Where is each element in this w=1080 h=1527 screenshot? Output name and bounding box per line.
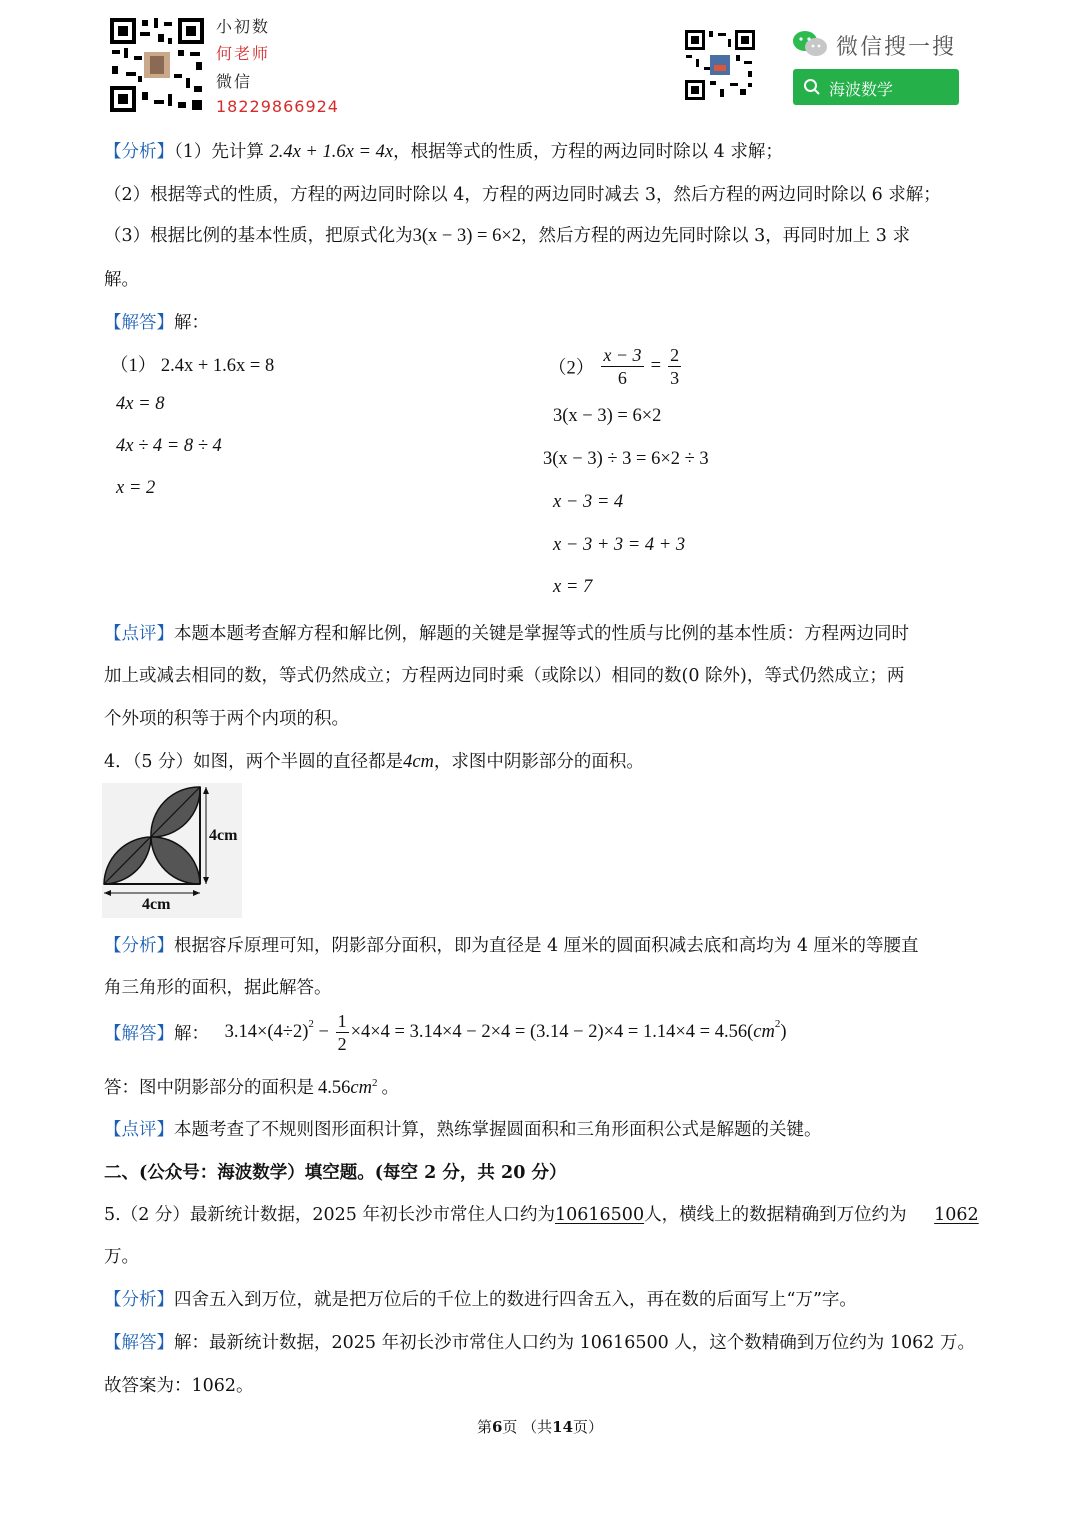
q3-left-step-4: x = 2 [116, 478, 156, 498]
analysis-tag: 【分析】 [104, 1290, 174, 1310]
answer-tag: 【解答】 [104, 1024, 174, 1044]
wechat-search-button-label: 海波数学 [829, 80, 894, 99]
q5-final: 故答案为：1062。 [104, 1376, 254, 1396]
q3-right-step-3: x − 3 = 4 [553, 492, 624, 512]
q3-right-step-1: 3(x − 3) = 6×2 [553, 406, 662, 426]
q3-right-step-2: 3(x − 3) ÷ 3 = 6×2 ÷ 3 [543, 449, 709, 469]
q3-answer-header: 【解答】解： [104, 313, 209, 333]
page-number: 6 [491, 1418, 503, 1436]
q5-question: 5.（2 分）最新统计数据，2025 年初长沙市常住人口约为10616500人，横线上的数据精确到万位约为 1062 [104, 1205, 979, 1225]
q3-comment-line-3: 个外项的积等于两个内项的积。 [104, 709, 349, 729]
contact-line-3: 微信 [216, 72, 253, 91]
comment-tag: 【点评】 [104, 624, 174, 644]
q3-analysis-line-2: （2）根据等式的性质，方程的两边同时除以 4，方程的两边同时减去 3，然后方程的两边同时除以 6 求解； [104, 185, 941, 205]
analysis-tag: 【分析】 [104, 936, 174, 956]
q4-figure [102, 783, 242, 918]
q3-left-step-2: 4x = 8 [116, 394, 165, 414]
comment-tag: 【点评】 [104, 1120, 174, 1140]
equation: 2.4x + 1.6x = 4x [269, 142, 394, 162]
search-icon [803, 78, 821, 96]
contact-phone: 18229866924 [216, 97, 339, 116]
page-total: 14 [552, 1418, 574, 1436]
q3-right-step-4: x − 3 + 3 = 4 + 3 [553, 535, 686, 555]
contact-line-2: 何老师 [216, 44, 271, 63]
fraction: $\frac{1}{2}$ [337, 1011, 347, 1054]
qr-code-icon [684, 29, 756, 101]
q5-answer: 【解答】解：最新统计数据，2025 年初长沙市常住人口约为 10616500 人，这个数精确到万位约为 1062 万。 [104, 1333, 975, 1353]
q4-analysis-line-2: 角三角形的面积，据此解答。 [104, 978, 332, 998]
q3-analysis-line-4: 解。 [104, 270, 139, 290]
q4-comment: 【点评】本题考查了不规则图形面积计算，熟练掌握圆面积和三角形面积公式是解题的关键。 [104, 1120, 822, 1140]
q3-analysis-line-1: 【分析】（1）先计算 2.4x + 1.6x = 4x，根据等式的性质，方程的两边同时除以 4 求解； [104, 142, 783, 162]
equation: 3(x − 3) = 6×2 [412, 226, 522, 246]
q4-analysis-line-1: 【分析】根据容斥原理可知，阴影部分面积，即为直径是 4 厘米的圆面积减去底和高均为 4 厘米的等腰直 [104, 936, 919, 956]
q4-answer: 【解答】解： $3.14\times(4\div 2)^2$ − $\frac{1}{2}$ $\times 4\times 4 = 3.14\times 4 - 2\times 4 = (3.14 - 2)\times 4 = 1.14\times 4 = 4.56(cm^2)$ [104, 1011, 787, 1054]
answer-tag: 【解答】 [104, 313, 174, 333]
answer-blank: 1062 [934, 1205, 979, 1225]
q3-comment-line-1: 【点评】本题本题考查解方程和解比例，解题的关键是掌握等式的性质与比例的基本性质：方程两边同时 [104, 624, 909, 644]
fraction: $\frac{x - 3}{6}$ [603, 345, 642, 388]
page-footer: 第6页 （共14页） [476, 1418, 604, 1436]
q5-question-end: 万。 [104, 1247, 139, 1267]
q4-question: 4．（5 分）如图，两个半圆的直径都是4cm，求图中阴影部分的面积。 [104, 752, 644, 772]
figure-height-label: 4cm [209, 827, 238, 844]
wechat-search-title: 微信搜一搜 [836, 35, 957, 60]
contact-line-1: 小初数 [216, 17, 271, 36]
q3-right-step-5: x = 7 [553, 577, 593, 597]
answer-tag: 【解答】 [104, 1333, 174, 1353]
q5-analysis: 【分析】四舍五入到万位，就是把万位后的千位上的数进行四舍五入，再在数的后面写上“万”字。 [104, 1290, 857, 1310]
fraction: $\frac{2}{3}$ [670, 345, 680, 388]
underlined-number: 10616500 [555, 1205, 645, 1225]
analysis-tag: 【分析】 [104, 142, 174, 162]
qr-code-wechat [684, 29, 756, 101]
q3-right-fraction-equation: （2） $\frac{x - 3}{6}$ = $\frac{2}{3}$ [548, 345, 680, 388]
qr-code-contact [108, 16, 206, 114]
wechat-search-button[interactable] [793, 69, 959, 105]
qr-code-icon [108, 16, 206, 114]
q3-analysis-line-3: （3）根据比例的基本性质，把原式化为3(x − 3) = 6×2，然后方程的两边先同时除以 3，再同时加上 3 求 [104, 226, 910, 246]
figure-base-label: 4cm [142, 896, 171, 913]
section-title: 二、(公众号：海波数学）填空题。(每空 2 分，共 20 分） [104, 1163, 567, 1183]
q3-comment-line-2: 加上或减去相同的数，等式仍然成立；方程两边同时乘（或除以）相同的数(0 除外)，等式仍然成立；两 [104, 666, 905, 686]
wechat-logo-icon [792, 29, 828, 59]
q3-left-step-1: （1） 2.4x + 1.6x = 8 [110, 356, 275, 376]
q4-final-answer: 答：图中阴影部分的面积是 $4.56cm^2$ 。 [104, 1077, 399, 1098]
q3-left-step-3: 4x ÷ 4 = 8 ÷ 4 [116, 436, 222, 456]
